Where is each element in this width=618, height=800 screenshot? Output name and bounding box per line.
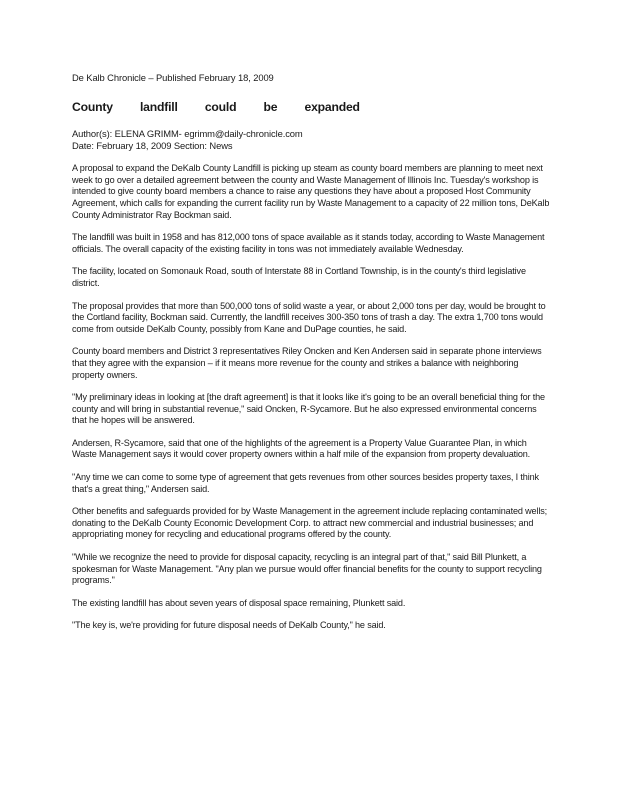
document-page [72,72,550,643]
headline: County landfill could be expanded [72,100,360,114]
paragraph: Andersen, R-Sycamore, said that one of the highlights of the agreement is a Property Value Guarantee Plan, in which Waste Management says it would cover property owners within a half mile of the expansion from property devaluation. [72,437,531,460]
paragraph: The landfill was built in 1958 and has 812,000 tons of space available as it stands today, according to Waste Management officials. The overall capacity of the existing facility in tons was not immediately available Wednesday. [72,232,545,254]
paragraph: "My preliminary ideas in looking at [the draft agreement] is that it looks like it's going to be an overall beneficial thing for the county and will bring in substantial revenue," said Oncken, R-Sycamore. But he also expressed environmental concerns that he hopes will be answered. [72,392,545,426]
paragraph: A proposal to expand the DeKalb County Landfill is picking up steam as county board members are planning to meet next week to go over a detailed agreement between the county and Waste Management of Illinois Inc. Tuesday's workshop is intended to give county board members a chance to raise any questions they have about a proposed Host Community Agreement, which calls for expanding the current facility run by Waste Management to a capacity of 22 million tons, DeKalb County Administrator Ray Bockman said. [72,163,550,220]
paragraph: The proposal provides that more than 500,000 tons of solid waste a year, or about 2,000 tons per day, would be brought to the Cortland facility, Bockman said. Currently, the landfill receives 300-350 tons of trash a day. The extra 1,700 tons would come from outside DeKalb County, possibly from Kane and DuPage counties, he said. [72,300,546,334]
paragraph: "The key is, we're providing for future disposal needs of DeKalb County," he said. [72,620,386,631]
article-body [72,163,550,632]
paragraph: "While we recognize the need to provide for disposal capacity, recycling is an integral part of that," said Bill Plunkett, a spokesman for Waste Management. "Any plan we pursue would offer financial benefits for the county to support recycling programs." [72,552,542,586]
article-meta [72,128,550,151]
paragraph: County board members and District 3 representatives Riley Oncken and Ken Andersen said in separate phone interviews that they agree with the expansion – if it means more revenue for the county and strikes a balance with neighboring property owners. [72,346,542,380]
paragraph: The existing landfill has about seven years of disposal space remaining, Plunkett said. [72,597,406,608]
source-line: De Kalb Chronicle – Published February 18, 2009 [72,72,274,83]
paragraph: "Any time we can come to some type of agreement that gets revenues from other sources besides property taxes, I think that's a great thing," Andersen said. [72,472,539,494]
author-line: Author(s): ELENA GRIMM- egrimm@daily-chronicle.com [72,128,303,139]
date-line: Date: February 18, 2009 Section: News [72,139,233,151]
paragraph: Other benefits and safeguards provided for by Waste Management in the agreement include replacing contaminated wells; donating to the DeKalb County Economic Development Corp. to attract new commercial and industrial businesses; and appropriating money for recycling and educational programs offered by the county. [72,506,547,540]
paragraph: The facility, located on Somonauk Road, south of Interstate 88 in Cortland Township, is in the county's third legislative district. [72,266,526,288]
